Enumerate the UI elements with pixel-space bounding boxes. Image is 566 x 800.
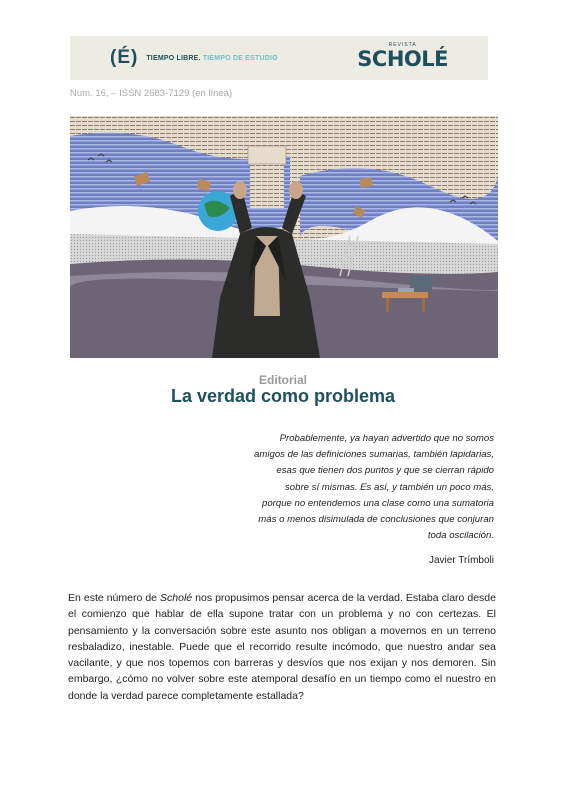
issn-line: Num. 16, – ISSN 2683-7129 (en línea) bbox=[70, 88, 233, 99]
cover-collage-image bbox=[70, 116, 498, 358]
epigraph-author: Javier Trímboli bbox=[428, 555, 494, 566]
journal-banner bbox=[70, 36, 488, 80]
journal-logo: (É) bbox=[110, 47, 139, 68]
tagline-part-2: TIEMPO DE ESTUDIO bbox=[200, 54, 278, 62]
body-text-rest: nos propusimos pensar acerca de la verdad. Estaba claro desde el comienzo que hablar de ella supone tratar con un problema y no con certezas. El pensamiento y la conversación sobre este asunto nos obligan a movernos en un terreno resbaladizo, inestable. Puede que el recorrido resulte incómodo, que nuestro andar sea vacilante, y que nos topemos con barreras y desvíos que nos exijan y nos demoren. Sin embargo, ¿cómo no volver sobre este atemporal desafío en un tiempo como el nuestro en donde la verdad parece completamente estallada? bbox=[68, 592, 496, 702]
tagline-part-1: TIEMPO LIBRE. bbox=[146, 54, 201, 62]
revista-label: REVISTA bbox=[388, 42, 417, 48]
body-paragraph bbox=[68, 590, 496, 704]
section-label: Editorial bbox=[258, 373, 307, 387]
body-text-start: En este número de bbox=[68, 592, 161, 604]
schole-logo bbox=[357, 42, 448, 70]
journal-tagline bbox=[146, 55, 277, 62]
journal-name-italic: Scholé bbox=[160, 592, 193, 604]
article-title: La verdad como problema bbox=[170, 386, 396, 406]
journal-name: SCHOLÉ bbox=[357, 47, 448, 71]
collage-illustration bbox=[70, 116, 498, 358]
epigraph-quote: Probablemente, ya hayan advertido que no somos amigos de las definiciones sumarias, también lapidarias, esas que tienen dos puntos y que se cierran rápido sobre sí mismas. Es así, y también un poco más, porque no entendemos una clase como una sumatoria más o menos disimulada de conclusiones que conjuran toda oscilación. bbox=[254, 433, 494, 542]
